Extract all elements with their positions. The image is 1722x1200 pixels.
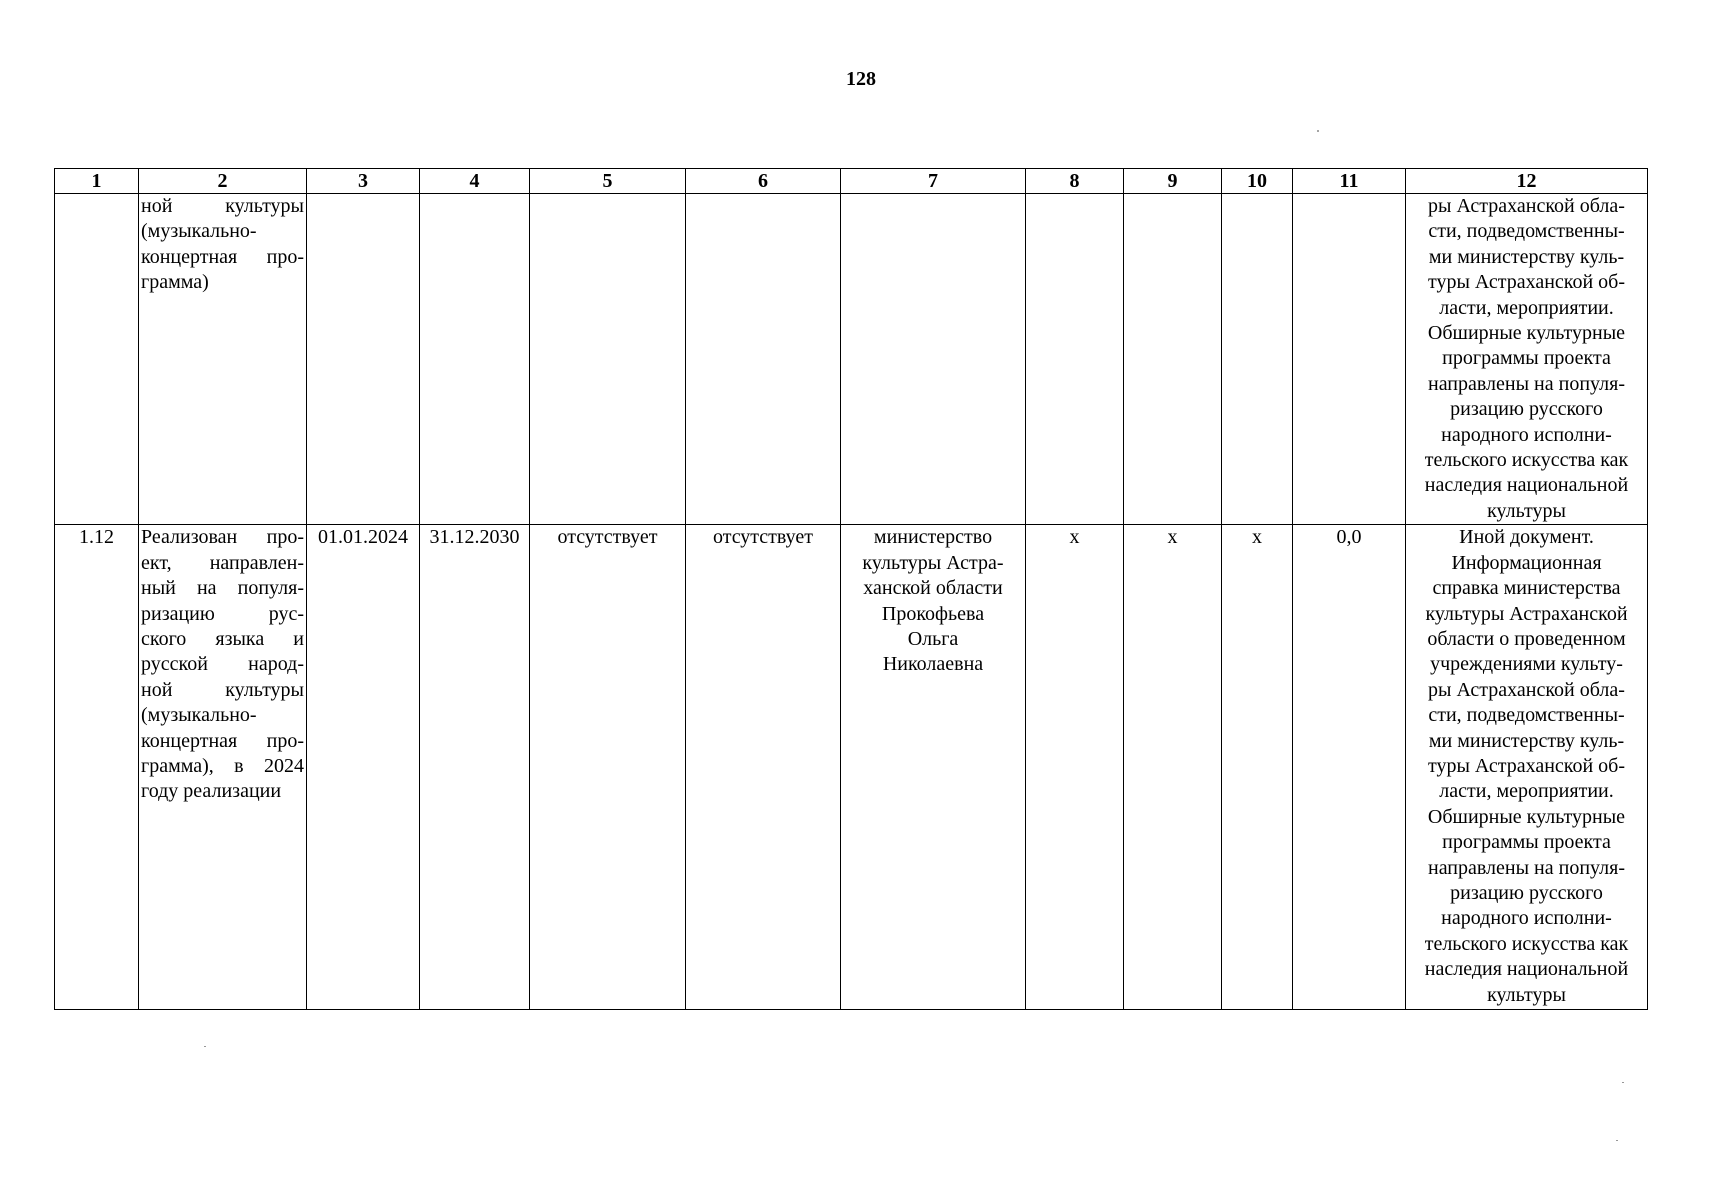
document-line: программы проекта <box>1442 831 1611 854</box>
cell-col9 <box>1124 194 1222 525</box>
page-number: 128 <box>846 68 876 90</box>
header-cell: 10 <box>1222 169 1293 194</box>
cell-end-date <box>420 194 530 525</box>
header-row <box>55 169 1648 194</box>
description-line: (музыкально- <box>141 220 257 243</box>
document-line: учреждениями культу- <box>1430 653 1623 676</box>
cell-number: 1.12 <box>55 525 139 1010</box>
header-cell: 6 <box>686 169 841 194</box>
scan-speck <box>1317 130 1319 132</box>
description-line: (музыкально- <box>141 704 257 727</box>
document-line: тельского искусства как <box>1424 932 1629 955</box>
responsible-line: Прокофьева <box>881 602 985 625</box>
document-line: ризацию русского <box>1450 881 1603 904</box>
cell-number <box>55 194 139 525</box>
description-line: грамма), в 2024 <box>141 754 304 777</box>
description-line: Реализован про- <box>141 526 304 549</box>
cell-responsible <box>841 194 1026 525</box>
description-line: русской народ- <box>141 653 304 676</box>
document-line: ласти, мероприятии. <box>1439 296 1614 319</box>
cell-col8 <box>1026 194 1124 525</box>
document-line: культуры Астраханской <box>1425 602 1628 625</box>
cell-description <box>139 194 307 525</box>
description-line: ского языка и <box>141 627 304 650</box>
scan-speck <box>1622 1082 1624 1083</box>
description-line: концертная про- <box>141 729 304 752</box>
header-cell: 1 <box>55 169 139 194</box>
responsible-line: Ольга <box>907 627 959 650</box>
description-line: ной культуры <box>141 678 304 701</box>
header-cell: 7 <box>841 169 1026 194</box>
table-row-continuation <box>55 194 1648 525</box>
document-line: Обширные культурные <box>1427 805 1626 828</box>
document-line: культуры <box>1487 499 1566 522</box>
document-line: тельского искусства как <box>1424 449 1629 472</box>
document-line: культуры <box>1487 983 1566 1006</box>
document-line: ласти, мероприятии. <box>1439 780 1614 803</box>
document-line: народного исполни- <box>1441 907 1612 930</box>
header-cell: 3 <box>307 169 420 194</box>
cell-col5 <box>530 194 686 525</box>
cell-col11: 0,0 <box>1293 525 1406 1010</box>
document-line: направлены на популя- <box>1427 372 1626 395</box>
responsible-line: Николаевна <box>882 653 984 676</box>
description-line: ект, направлен- <box>141 551 304 574</box>
description-line: концертная про- <box>141 245 304 268</box>
cell-end-date: 31.12.2030 <box>420 525 530 1010</box>
cell-description <box>139 525 307 1010</box>
document-line: ры Астраханской обла- <box>1428 678 1625 701</box>
cell-col10 <box>1222 194 1293 525</box>
cell-col10: х <box>1222 525 1293 1010</box>
document-line: программы проекта <box>1442 347 1611 370</box>
document-line: сти, подведомственны- <box>1428 220 1625 243</box>
header-cell: 4 <box>420 169 530 194</box>
document-line: направлены на популя- <box>1427 856 1626 879</box>
header-cell: 5 <box>530 169 686 194</box>
document-line: народного исполни- <box>1441 423 1612 446</box>
document-line: наследия национальной <box>1424 958 1629 981</box>
responsible-line: культуры Астра- <box>862 551 1004 574</box>
document-line: области о проведенном <box>1427 627 1626 650</box>
scan-speck <box>204 1046 206 1047</box>
cell-start-date: 01.01.2024 <box>307 525 420 1010</box>
document-line: Обширные культурные <box>1427 322 1626 345</box>
description-line: ризацию рус- <box>141 602 304 625</box>
header-cell: 8 <box>1026 169 1124 194</box>
table-row-1-12 <box>55 525 1648 1010</box>
header-cell: 12 <box>1406 169 1648 194</box>
document-line: туры Астраханской об- <box>1427 271 1626 294</box>
cell-col5: отсутствует <box>530 525 686 1010</box>
cell-col8: х <box>1026 525 1124 1010</box>
cell-start-date <box>307 194 420 525</box>
data-table <box>54 168 1648 1010</box>
document-line: ризацию русского <box>1450 398 1603 421</box>
document-line: сти, подведомственны- <box>1428 704 1625 727</box>
header-cell: 9 <box>1124 169 1222 194</box>
cell-col6 <box>686 194 841 525</box>
description-line: ной культуры <box>141 195 304 217</box>
document-line: справка министерства <box>1432 577 1621 600</box>
description-line: году реализации <box>141 780 282 803</box>
header-cell: 11 <box>1293 169 1406 194</box>
scan-speck <box>1616 1140 1618 1141</box>
document-line: наследия национальной <box>1424 474 1629 497</box>
document-line: туры Астраханской об- <box>1427 754 1626 777</box>
document-line: Информационная <box>1451 551 1602 574</box>
responsible-line: ханской области <box>863 577 1003 600</box>
document-line: ми министерству куль- <box>1428 245 1625 268</box>
document-line: ры Астраханской обла- <box>1428 195 1625 217</box>
cell-col6: отсутствует <box>686 525 841 1010</box>
cell-document <box>1406 194 1648 525</box>
cell-col11 <box>1293 194 1406 525</box>
header-cell: 2 <box>139 169 307 194</box>
responsible-line: министерство <box>873 526 993 549</box>
cell-document <box>1406 525 1648 1010</box>
cell-col9: х <box>1124 525 1222 1010</box>
description-line: грамма) <box>141 271 209 294</box>
description-line: ный на популя- <box>141 577 304 600</box>
document-line: ми министерству куль- <box>1428 729 1625 752</box>
document-line: Иной документ. <box>1459 526 1594 549</box>
cell-responsible <box>841 525 1026 1010</box>
